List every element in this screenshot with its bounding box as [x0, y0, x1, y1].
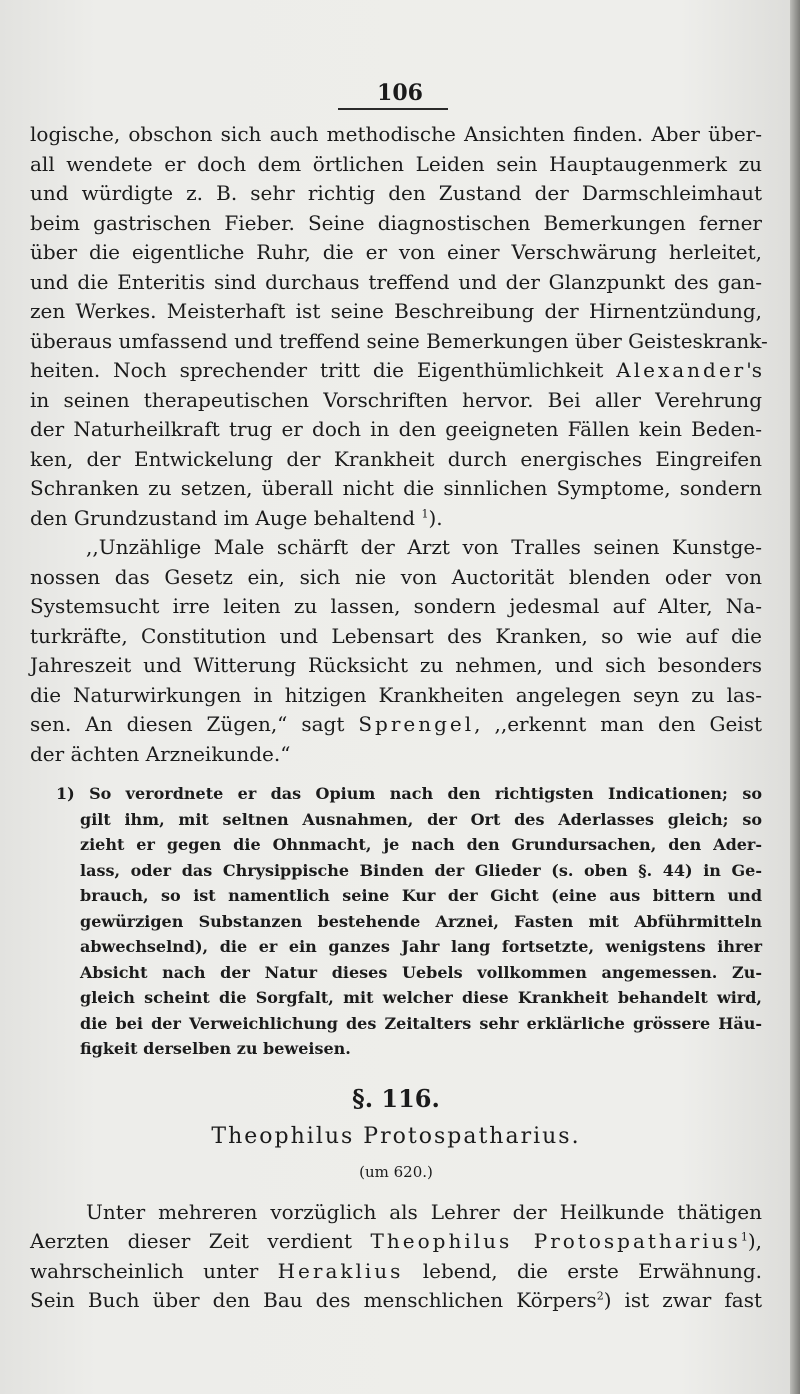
footnote-line: lass, oder das Chrysippische Binden der Glieder (s. oben §. 44) in Ge- — [80, 860, 762, 880]
text-line: und würdigte z. B. sehr richtig den Zustand der Darmschleimhaut — [30, 181, 762, 205]
footnote-line: die bei der Verweichlichung des Zeitalters sehr erklärliche grössere Häu- — [80, 1013, 762, 1033]
section-date: (um 620.) — [359, 1162, 433, 1181]
text-line: in seinen therapeutischen Vorschriften hervor. Bei aller Verehrung — [30, 387, 762, 412]
footnote-line: gleich scheint die Sorgfalt, mit welcher diese Krankheit behandelt wird, — [80, 988, 762, 1007]
text-line: Unter mehreren vorzüglich als Lehrer der Heilkunde thätigen — [86, 1199, 762, 1224]
person-name: Sprengel — [358, 712, 475, 736]
text-run: Aerzten dieser Zeit verdient — [30, 1229, 371, 1253]
text-run: wahrscheinlich unter — [30, 1258, 278, 1283]
text-line — [30, 710, 762, 740]
paragraph — [30, 533, 762, 769]
text-line: und die Enteritis sind durchaus treffend und der Glanzpunkt des gan- — [30, 269, 762, 294]
text-run: sen. An diesen Zügen,“ sagt — [30, 712, 359, 736]
footnote-line: zieht er gegen die Ohnmacht, je nach den Grundursachen, den Ader- — [80, 835, 762, 854]
text-line: Jahreszeit und Witterung Rücksicht zu nehmen, und sich besonders — [30, 653, 762, 677]
text-run: Sein Buch über den Bau des menschlichen Körpers — [30, 1288, 597, 1312]
text-line: der ächten Arzneikunde.“ — [30, 741, 291, 766]
text-run: den Grundzustand im Auge behaltend — [30, 505, 422, 530]
footnote-ref: 1 — [740, 1230, 748, 1244]
section-author: Theophilus Protospatharius. — [211, 1123, 581, 1149]
text-line: ken, der Entwickelung der Krankheit durch energisches Eingreifen — [30, 446, 762, 471]
text-line: überaus umfassend und treffend seine Bemerkungen über Geisteskrank- — [30, 328, 768, 353]
footnote-ref: 2 — [596, 1289, 604, 1303]
text-line: Systemsucht irre leiten zu lassen, sondern jedesmal auf Alter, Na- — [30, 594, 762, 618]
text-line — [30, 356, 762, 386]
text-run: ) ist zwar fast — [603, 1288, 763, 1312]
footnote-line: gilt ihm, mit seltnen Ausnahmen, der Ort des Aderlasses gleich; so — [80, 809, 762, 829]
paragraph — [30, 1198, 762, 1316]
text-line: zen Werkes. Meisterhaft ist seine Beschreibung der Hirnentzündung, — [30, 299, 762, 323]
text-run: , ,,erkennt man den Geist — [474, 712, 762, 736]
footnote-line: brauch, so ist namentlich seine Kur der Gicht (eine aus bittern und — [80, 886, 762, 905]
text-line: beim gastrischen Fieber. Seine diagnostischen Bemerkungen ferner — [30, 210, 762, 235]
person-name: Heraklius — [277, 1258, 404, 1283]
text-run: ), — [747, 1229, 762, 1253]
paragraph — [30, 120, 768, 533]
section-heading: §. 116. — [352, 1083, 440, 1113]
footnote-line: Absicht nach der Natur dieses Uebels vollkommen angemessen. Zu- — [80, 962, 762, 982]
page-number-rule — [338, 108, 448, 110]
text-line: all wendete er doch dem örtlichen Leiden sein Hauptaugenmerk zu — [30, 151, 762, 176]
text-line: nossen das Gesetz ein, sich nie von Auctorität blenden oder von — [30, 564, 762, 589]
footnote-ref: 1 — [421, 506, 429, 520]
text-line — [30, 504, 762, 534]
footnote-line: gewürzigen Substanzen bestehende Arznei, Fasten mit Abführmitteln — [80, 911, 762, 931]
page-number: 106 — [377, 80, 423, 106]
footnote-line: 1) So verordnete er das Opium nach den richtigsten Indicationen; so — [56, 784, 762, 803]
footnote-block — [30, 781, 762, 1062]
text-line: über die eigentliche Ruhr, die er von einer Verschwärung herleitet, — [30, 240, 762, 264]
person-name: Alexander — [616, 358, 747, 382]
text-run: ). — [428, 505, 443, 530]
text-line: die Naturwirkungen in hitzigen Krankheiten angelegen seyn zu las- — [30, 682, 762, 707]
text-line: turkräfte, Constitution und Lebensart des Kranken, so wie auf die — [30, 623, 762, 648]
text-run: heiten. Noch sprechender tritt die Eigenthümlichkeit — [30, 358, 617, 382]
text-line — [30, 1286, 762, 1316]
text-line: ,,Unzählige Male schärft der Arzt von Tralles seinen Kunstge- — [86, 535, 762, 559]
person-name: Theophilus Protospatharius — [370, 1229, 741, 1253]
text-run: 's — [746, 358, 762, 382]
footnote-line: figkeit derselben zu beweisen. — [80, 1039, 351, 1058]
footnote-line: abwechselnd), die er ein ganzes Jahr lang fortsetzte, wenigstens ihrer — [80, 937, 762, 956]
text-line: logische, obschon sich auch methodische Ansichten finden. Aber über- — [30, 122, 762, 146]
text-run: lebend, die erste Erwähnung. — [403, 1258, 762, 1283]
main-text — [30, 120, 768, 1316]
text-line — [30, 1257, 762, 1287]
text-line — [30, 1227, 762, 1257]
page-edge-shadow — [790, 0, 800, 1394]
text-line: Schranken zu setzen, überall nicht die sinnlichen Symptome, sondern — [30, 476, 762, 500]
text-line: der Naturheilkraft trug er doch in den geeigneten Fällen kein Beden- — [30, 417, 762, 441]
